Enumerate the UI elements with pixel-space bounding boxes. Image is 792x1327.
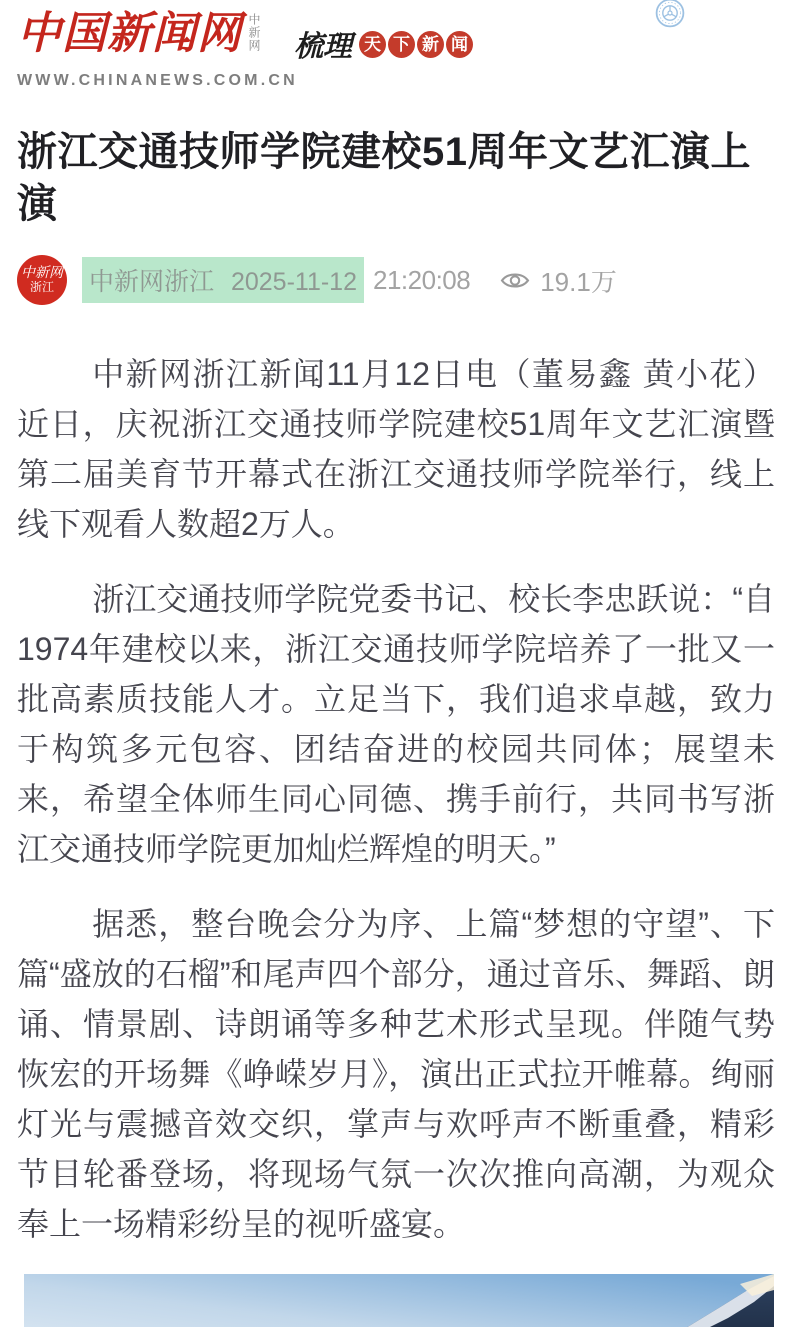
slogan [294,24,473,65]
publish-date: 2025-11-12 [230,268,357,296]
source-and-date-highlight [82,257,364,303]
chinanews-logo[interactable] [17,10,260,58]
site-header [17,0,775,90]
source-avatar[interactable] [17,255,67,305]
slogan-seal: 下 [388,31,415,58]
avatar-text-bottom: 浙江 [29,280,54,294]
view-count: 19.1万 [540,266,617,297]
avatar-text-top: 中新网 [21,265,63,281]
steering-wheel-emblem-icon [655,0,685,33]
article-image-snow-mountains[interactable] [24,1274,774,1327]
source-name[interactable]: 中新网浙江 [89,268,215,296]
publish-time: 21:20:08 [373,264,471,295]
article-title: 浙江交通技师学院建校51周年文艺汇演上演 [17,130,751,226]
article-body [17,349,775,1249]
slogan-seal: 新 [417,31,444,58]
logo-text: 中国新闻网 [17,8,242,59]
slogan-prefix: 梳理 [294,29,353,63]
paragraph-1: 中新网浙江新闻11月12日电（董易鑫 黄小花）近日，庆祝浙江交通技师学院建校51周年文艺汇演暨第二届美育节开幕式在浙江交通技师学院举行，线上线下观看人数超2万人。 [17,356,775,542]
paragraph-2: 浙江交通技师学院党委书记、校长李忠跃说：“自1974年建校以来，浙江交通技师学院培养了一批又一批高素质技能人才。立足当下，我们追求卓越，致力于构筑多元包容、团结奋进的校园共同体；展望未来，希望全体师生同心同德、携手前行，共同书写浙江交通技师学院更加灿烂辉煌的明天。” [17,581,775,867]
slogan-seal: 天 [359,31,386,58]
sky [24,1274,774,1327]
paragraph-3: 据悉，整台晚会分为序、上篇“梦想的守望”、下篇“盛放的石榴”和尾声四个部分，通过音乐、舞蹈、朗诵、情景剧、诗朗诵等多种艺术形式呈现。伴随气势恢宏的开场舞《峥嵘岁月》，演出正式拉开帷幕。绚丽灯光与震撼音效交织，掌声与欢呼声不断重叠，精彩节目轮番登场，将现场气氛一次次推向高潮，为观众奉上一场精彩纷呈的视听盛宴。 [17,906,775,1242]
byline [17,255,775,305]
logo-subtext: 中新网 [247,13,261,52]
eye-icon [500,270,530,291]
slogan-seal: 闻 [446,31,473,58]
site-url: WWW.CHINANEWS.COM.CN [17,72,298,89]
